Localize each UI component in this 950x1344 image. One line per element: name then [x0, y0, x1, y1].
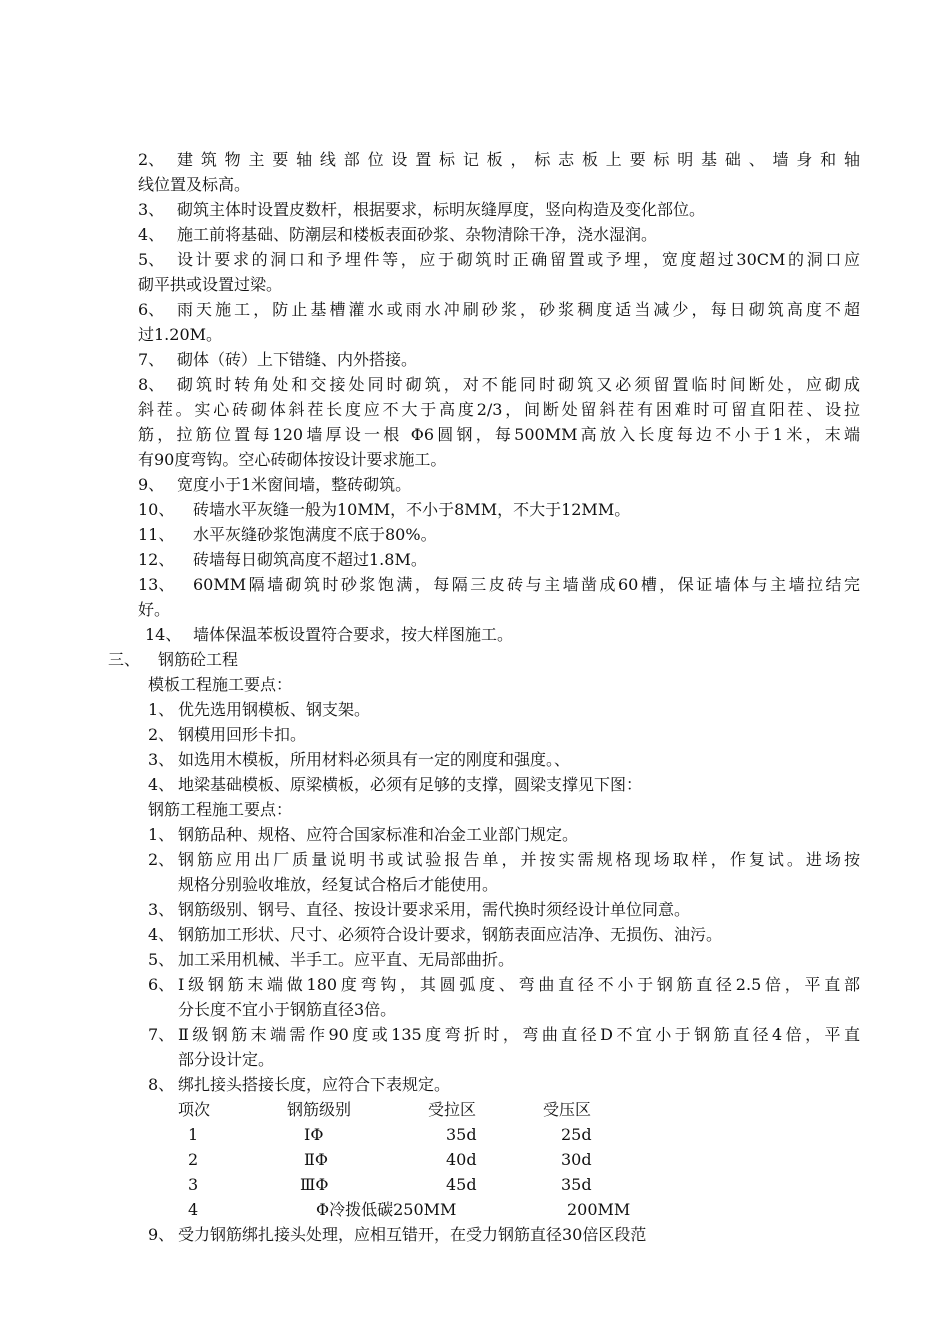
list-number: 10、 [138, 500, 175, 519]
list-number: 5、 [138, 250, 165, 269]
table-cell: ⅢΦ [300, 1175, 329, 1194]
list-item-line: 雨天施工，防止基槽灌水或雨水冲刷砂浆，砂浆稠度适当减少，每日砌筑高度不超 [177, 300, 860, 319]
list-item-line: 如选用木模板，所用材料必须具有一定的刚度和强度。、 [178, 750, 571, 769]
table-cell: 2 [188, 1150, 199, 1169]
list-item-line: 砌体（砖）上下错缝、内外搭接。 [177, 350, 418, 369]
list-number: 9、 [138, 475, 165, 494]
list-item-line: 规格分别验收堆放，经复试合格后才能使用。 [178, 875, 499, 894]
list-item-line: 钢筋品种、规格、应符合国家标准和冶金工业部门规定。 [178, 825, 579, 844]
list-item-line: 设计要求的洞口和予埋件等，应于砌筑时正确留置或予埋，宽度超过30CM的洞口应 [177, 250, 860, 269]
list-item-line: 好。 [138, 600, 171, 619]
table-cell: 4 [188, 1200, 199, 1219]
list-number: 8、 [138, 375, 165, 394]
list-number: 6、 [138, 300, 165, 319]
table-cell: 45d [446, 1175, 477, 1194]
table-header: 受拉区 [428, 1100, 477, 1119]
list-number: 1、 [148, 825, 175, 844]
table-cell: 1 [188, 1125, 199, 1144]
table-header: 项次 [178, 1100, 211, 1119]
list-number: 13、 [138, 575, 175, 594]
table-cell: 200MM [567, 1200, 631, 1219]
table-cell: 25d [561, 1125, 592, 1144]
table-cell: 40d [446, 1150, 477, 1169]
list-item-line: 宽度小于1米窗间墙，整砖砌筑。 [177, 475, 412, 494]
list-number: 9、 [148, 1225, 175, 1244]
list-number: 3、 [148, 750, 175, 769]
list-number: 6、 [148, 975, 175, 994]
list-item-line: 钢筋加工形状、尺寸、必须符合设计要求，钢筋表面应洁净、无损伤、油污。 [178, 925, 723, 944]
list-number: 3、 [148, 900, 175, 919]
list-number: 8、 [148, 1075, 175, 1094]
list-number: 7、 [138, 350, 165, 369]
list-item-line: 砌平拱或设置过梁。 [138, 275, 283, 294]
list-number: 14、 [145, 625, 182, 644]
table-header: 钢筋级别 [287, 1100, 352, 1119]
list-number: 2、 [138, 150, 165, 169]
list-item-line: 砖墙水平灰缝一般为10MM，不小于8MM，不大于12MM。 [193, 500, 631, 519]
list-number: 2、 [148, 725, 175, 744]
list-item-line: 优先选用钢模板、钢支架。 [178, 700, 371, 719]
list-item-line: 斜茬。实心砖砌体斜茬长度应不大于高度2/3，间断处留斜茬有困难时可留直阳茬、设拉 [138, 400, 860, 419]
table-header: 受压区 [543, 1100, 592, 1119]
list-number: 4、 [148, 925, 175, 944]
list-item-line: 筋，拉筋位置每120墙厚设一根 Φ6圆钢，每500MM高放入长度每边不小于1米，末端 [138, 425, 860, 444]
table-cell: ⅠΦ [304, 1125, 324, 1144]
section-heading: 钢筋砼工程 [158, 650, 239, 669]
list-item-line: 钢模用回形卡扣。 [178, 725, 307, 744]
table-cell: 3 [188, 1175, 199, 1194]
table-cell: 35d [446, 1125, 477, 1144]
list-item-line: 分长度不宜小于钢筋直径3倍。 [178, 1000, 397, 1019]
table-cell: 30d [561, 1150, 592, 1169]
list-number: 4、 [148, 775, 175, 794]
list-number: 1、 [148, 700, 175, 719]
list-item-line: Ⅰ级钢筋末端做180度弯钩，其圆弧度、弯曲直径不小于钢筋直径2.5倍，平直部 [178, 975, 860, 994]
list-item-line: Ⅱ级钢筋末端需作90度或135度弯折时，弯曲直径D不宜小于钢筋直径4倍，平直 [178, 1025, 860, 1044]
list-item-line: 绑扎接头搭接长度，应符合下表规定。 [178, 1075, 451, 1094]
list-number: 2、 [148, 850, 175, 869]
list-item-line: 线位置及标高。 [138, 175, 251, 194]
list-item-line: 加工采用机械、半手工。应平直、无局部曲折。 [178, 950, 515, 969]
list-number: 5、 [148, 950, 175, 969]
list-item-line: 有90度弯钩。空心砖砌体按设计要求施工。 [138, 450, 447, 469]
list-number: 3、 [138, 200, 165, 219]
list-item-line: 60MM隔墙砌筑时砂浆饱满，每隔三皮砖与主墙凿成60槽，保证墙体与主墙拉结完 [193, 575, 860, 594]
list-item-line: 过1.20M。 [138, 325, 223, 344]
list-item-line: 砌筑时转角处和交接处同时砌筑，对不能同时砌筑又必须留置临时间断处，应砌成 [177, 375, 860, 394]
list-item-line: 钢筋应用出厂质量说明书或试验报告单，并按实需规格现场取样，作复试。进场按 [178, 850, 860, 869]
list-number: 12、 [138, 550, 175, 569]
table-cell: ⅡΦ [304, 1150, 328, 1169]
table-cell: Φ冷拨低碳250MM [316, 1200, 457, 1219]
list-number: 11、 [138, 525, 175, 544]
list-item-line: 施工前将基础、防潮层和楼板表面砂浆、杂物清除干净，浇水湿润。 [177, 225, 658, 244]
list-item-line: 钢筋级别、钢号、直径、按设计要求采用，需代换时须经设计单位同意。 [178, 900, 691, 919]
list-item-line: 水平灰缝砂浆饱满度不底于80%。 [193, 525, 437, 544]
list-number: 4、 [138, 225, 165, 244]
subsection-title: 模板工程施工要点： [148, 675, 293, 694]
list-item-line: 部分设计定。 [178, 1050, 275, 1069]
list-item-line: 建筑物主要轴线部位设置标记板，标志板上要标明基础、墙身和轴 [177, 150, 860, 169]
section-number: 三、 [108, 650, 141, 669]
list-item-line: 受力钢筋绑扎接头处理，应相互错开，在受力钢筋直径30倍区段范 [178, 1225, 647, 1244]
subsection-title: 钢筋工程施工要点： [148, 800, 293, 819]
list-item-line: 地梁基础模板、原梁横板，必须有足够的支撑，圆梁支撑见下图： [178, 775, 643, 794]
table-cell: 35d [561, 1175, 592, 1194]
list-item-line: 砖墙每日砌筑高度不超过1.8M。 [193, 550, 427, 569]
list-item-line: 砌筑主体时设置皮数杆，根据要求，标明灰缝厚度，竖向构造及变化部位。 [177, 200, 706, 219]
list-number: 7、 [148, 1025, 175, 1044]
list-item-line: 墙体保温苯板设置符合要求，按大样图施工。 [193, 625, 514, 644]
